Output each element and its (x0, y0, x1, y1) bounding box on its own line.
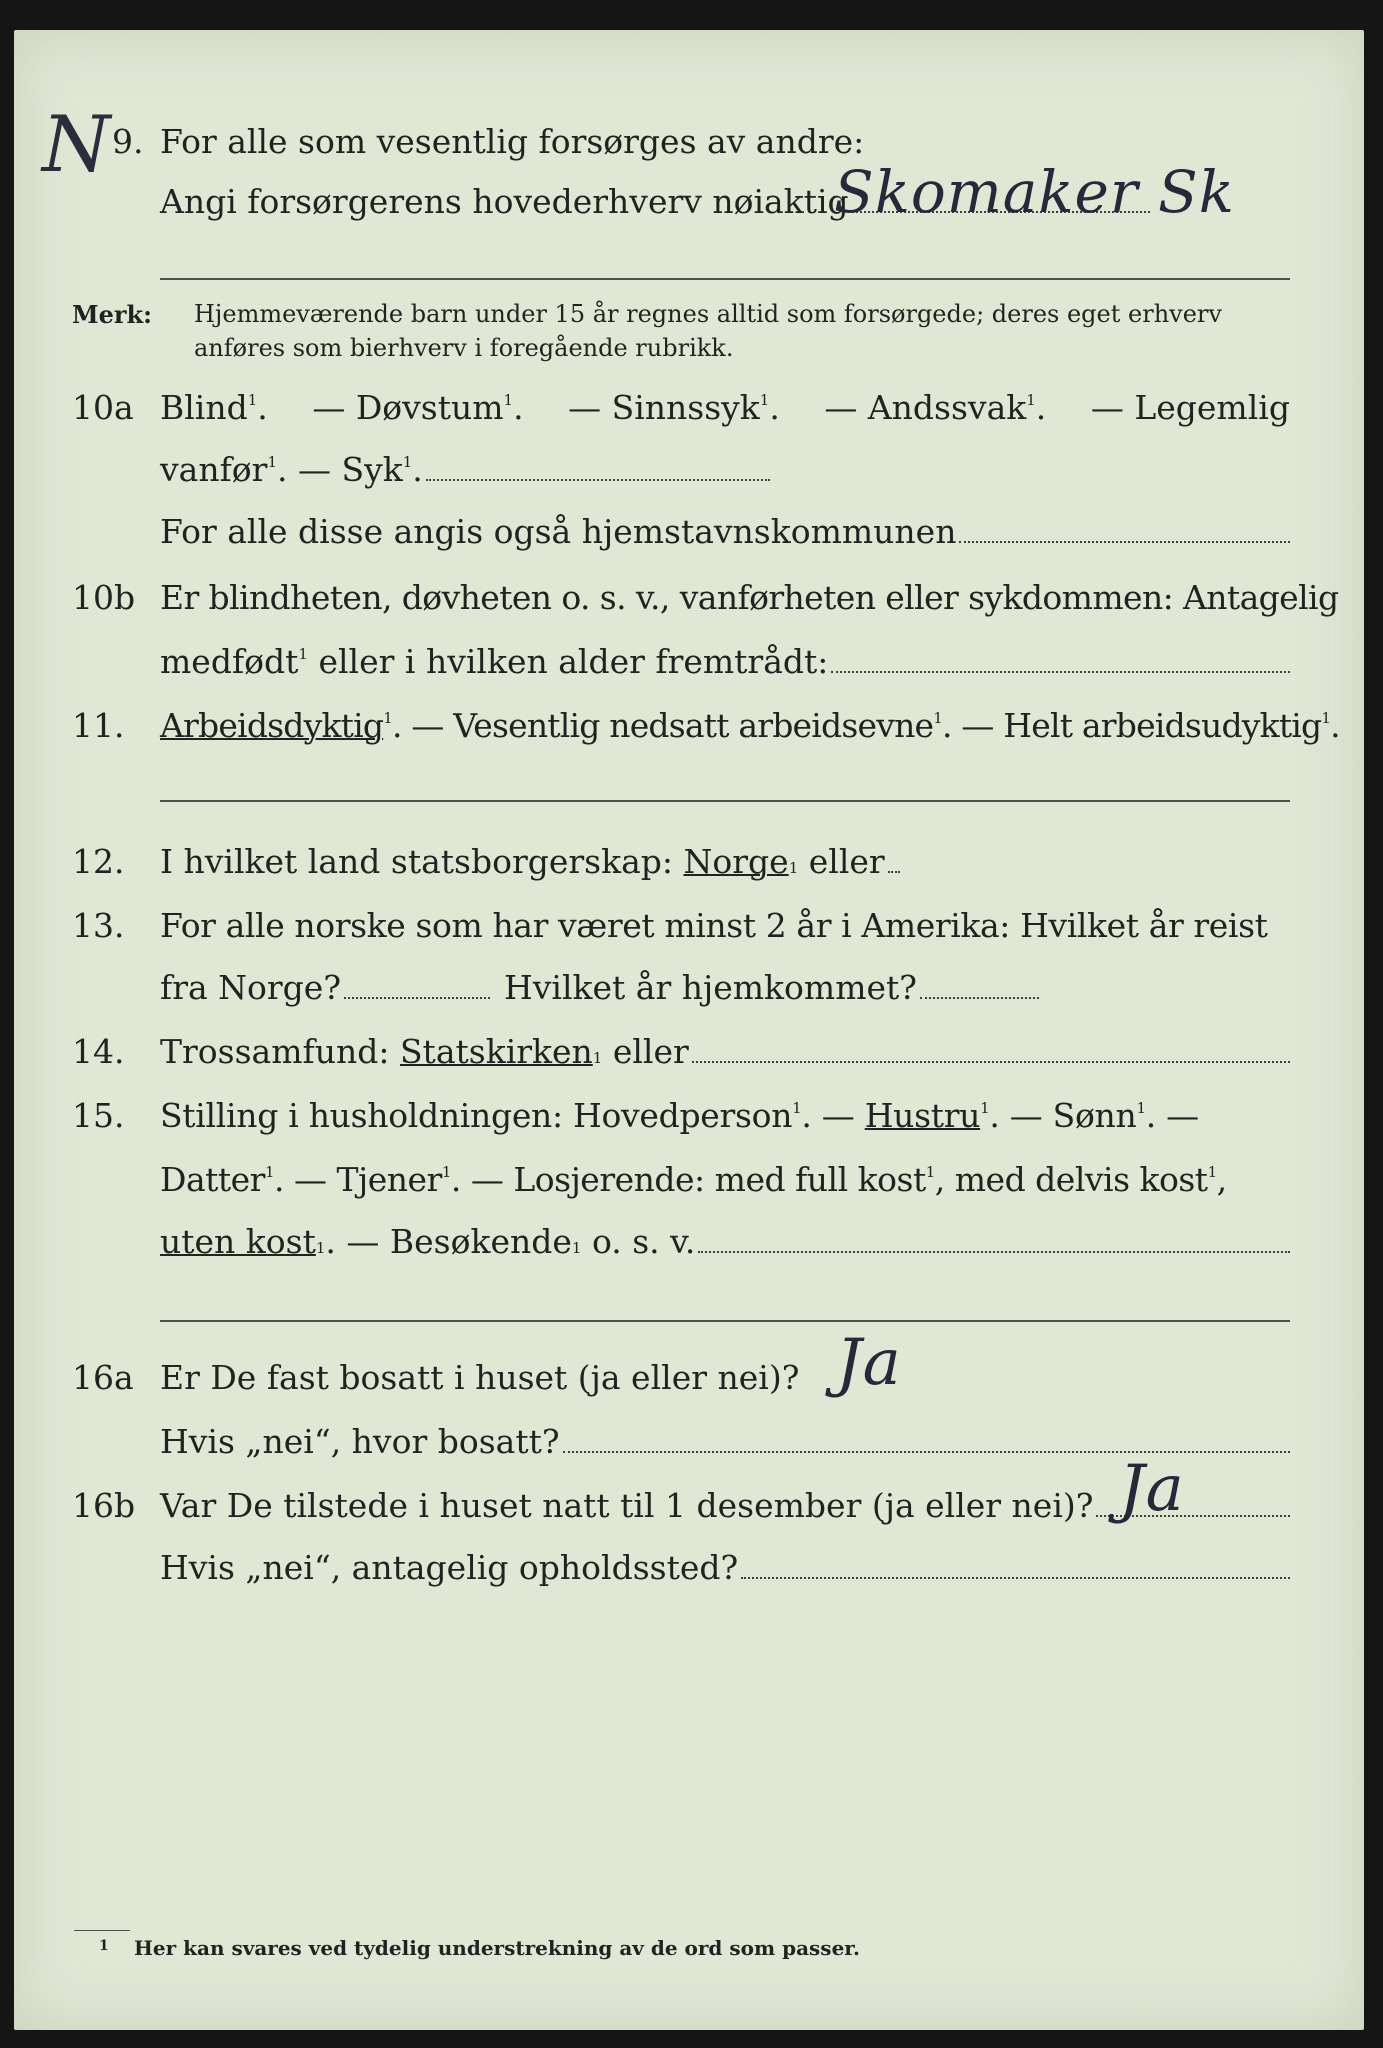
q15-osv: o. s. v. (591, 1222, 696, 1261)
q10b-alder-line (831, 671, 1290, 673)
q12-label: I hvilket land statsborgerskap: (160, 842, 674, 881)
q10a-hjemstavn-line (959, 541, 1290, 543)
q9-line1: For alle som vesentlig forsørges av andre: (160, 122, 865, 161)
option-sinnssyk: — Sinnssyk$^1$. (568, 388, 780, 427)
q13-hjemkommet-label: Hvilket år hjemkommet? (504, 968, 917, 1007)
option-tjener: — Tjener (294, 1160, 442, 1199)
option-vanfor: vanfør$^1$. (160, 450, 298, 489)
option-legemlig: — Legemlig (1090, 388, 1290, 427)
q16b-opholdssted-label: Hvis „nei“, antagelig opholdssted? (160, 1548, 739, 1587)
q14-eller: eller (612, 1032, 689, 1071)
q10a-hjemstavn-label: For alle disse angis også hjemstavnskommunen (160, 512, 957, 551)
q10a-syk-line (426, 479, 770, 481)
q10b-number: 10b (72, 578, 136, 617)
q16a-number: 16a (72, 1358, 134, 1397)
q15-line1: Stilling i husholdningen: Hovedperson$^1$. — Hustru$^1$. — Sønn$^1$. — (160, 1096, 1199, 1135)
q16b-answer: Ja (1119, 1452, 1185, 1526)
option-andssvak: — Andssvak$^1$. (824, 388, 1047, 427)
option-full-kost: — Losjerende: med full kost (470, 1160, 926, 1199)
option-besokende: — Besøkende (346, 1222, 572, 1261)
q14-number: 14. (72, 1032, 125, 1071)
q13-line2a (160, 968, 490, 1007)
q13-line1: For alle norske som har været minst 2 år i Amerika: Hvilket år reist (160, 906, 1268, 945)
margin-handwritten-mark: N (42, 100, 112, 190)
q13-line2b (504, 968, 1039, 1007)
q15-blank-line (160, 1320, 1290, 1322)
census-form-page (14, 30, 1364, 2030)
q13-number: 13. (72, 906, 125, 945)
q12-number: 12. (72, 842, 125, 881)
q9-number: 9. (112, 122, 144, 161)
q16a-answer: Ja (836, 1326, 902, 1400)
footnote-number: 1 (99, 1938, 109, 1954)
q11-number: 11. (72, 706, 125, 745)
option-medfodt: medfødt$^1$ (160, 642, 308, 681)
option-syk: — Syk$^1$. (297, 450, 423, 489)
q14-label: Trossamfund: (160, 1032, 390, 1071)
q13-hjemkommet-line (920, 997, 1039, 999)
option-udyktig: — Helt arbeidsudyktig (961, 706, 1322, 745)
merk-line1: Hjemmeværende barn under 15 år regnes alltid som forsørgede; deres eget erhverv (194, 300, 1222, 328)
option-hustru: Hustru (864, 1096, 981, 1135)
q15-number: 15. (72, 1096, 125, 1135)
footnote-text: Her kan svares ved tydelig understrekning av de ord som passer. (134, 1936, 860, 1960)
option-dovstum: — Døvstum$^1$. (312, 388, 524, 427)
q16b-label: Var De tilstede i huset natt til 1 desember (ja eller nei)? (160, 1486, 1094, 1525)
merk-line2: anføres som bierhverv i foregående rubrikk. (194, 334, 734, 362)
option-sonn: — Sønn (1009, 1096, 1137, 1135)
option-norge: Norge (683, 842, 789, 881)
q13-reist-line (344, 997, 490, 999)
q9-answer: Skomaker Sk (834, 158, 1235, 226)
q10b-line1: Er blindheten, døvheten o. s. v., vanførheten eller sykdommen: Antagelig (160, 578, 1339, 617)
q16a-bosatt-label: Hvis „nei“, hvor bosatt? (160, 1422, 560, 1461)
merk-label: Merk: (72, 300, 152, 329)
q14-line: Trossamfund: Statskirken 1 eller (160, 1032, 1290, 1071)
q15-answer-line (698, 1251, 1290, 1253)
q10a-line3 (160, 512, 1290, 551)
q16b-number: 16b (72, 1486, 136, 1525)
q12-line: I hvilket land statsborgerskap: Norge 1 eller (160, 842, 900, 881)
q9-line2-label: Angi forsørgerens hovederhverv nøiaktig (160, 182, 849, 221)
q10b-alder-label: eller i hvilken alder fremtrådt: (318, 642, 829, 681)
footnote-rule (74, 1930, 130, 1931)
q10a-line2 (160, 450, 770, 489)
option-nedsatt: — Vesentlig nedsatt arbeidsevne (411, 706, 934, 745)
q11-line1: Arbeidsdyktig$^1$. — Vesentlig nedsatt arbeidsevne$^1$. — Helt arbeidsudyktig$^1$. (160, 706, 1340, 745)
q11-blank-line (160, 800, 1290, 802)
option-arbeidsdyktig: Arbeidsdyktig (160, 706, 384, 745)
q12-answer-line (888, 871, 900, 873)
q16b-line2 (160, 1548, 1290, 1587)
option-datter: Datter (160, 1160, 265, 1199)
q16a-line1: Er De fast bosatt i huset (ja eller nei)? (160, 1358, 800, 1397)
q13-reist-label: fra Norge? (160, 968, 342, 1007)
option-statskirken: Statskirken (399, 1032, 593, 1071)
q15-line2: Datter$^1$. — Tjener$^1$. — Losjerende: med full kost$^1$, med delvis kost$^1$, (160, 1160, 1227, 1199)
q10a-line1 (160, 388, 1290, 427)
q10a-number: 10a (72, 388, 134, 427)
q12-eller: eller (808, 842, 885, 881)
q14-answer-line (692, 1061, 1290, 1063)
q15-line3: uten kost 1 . — Besøkende 1 o. s. v. (160, 1222, 1290, 1261)
option-hovedperson: Stilling i husholdningen: Hovedperson (160, 1096, 793, 1135)
q16b-opholdssted-line (741, 1577, 1290, 1579)
q10b-line2 (160, 642, 1290, 681)
option-blind: Blind$^1$. (160, 388, 268, 427)
option-uten-kost: uten kost (160, 1222, 316, 1261)
q9-blank-line (160, 278, 1290, 280)
option-delvis-kost: , med delvis kost (934, 1160, 1208, 1199)
